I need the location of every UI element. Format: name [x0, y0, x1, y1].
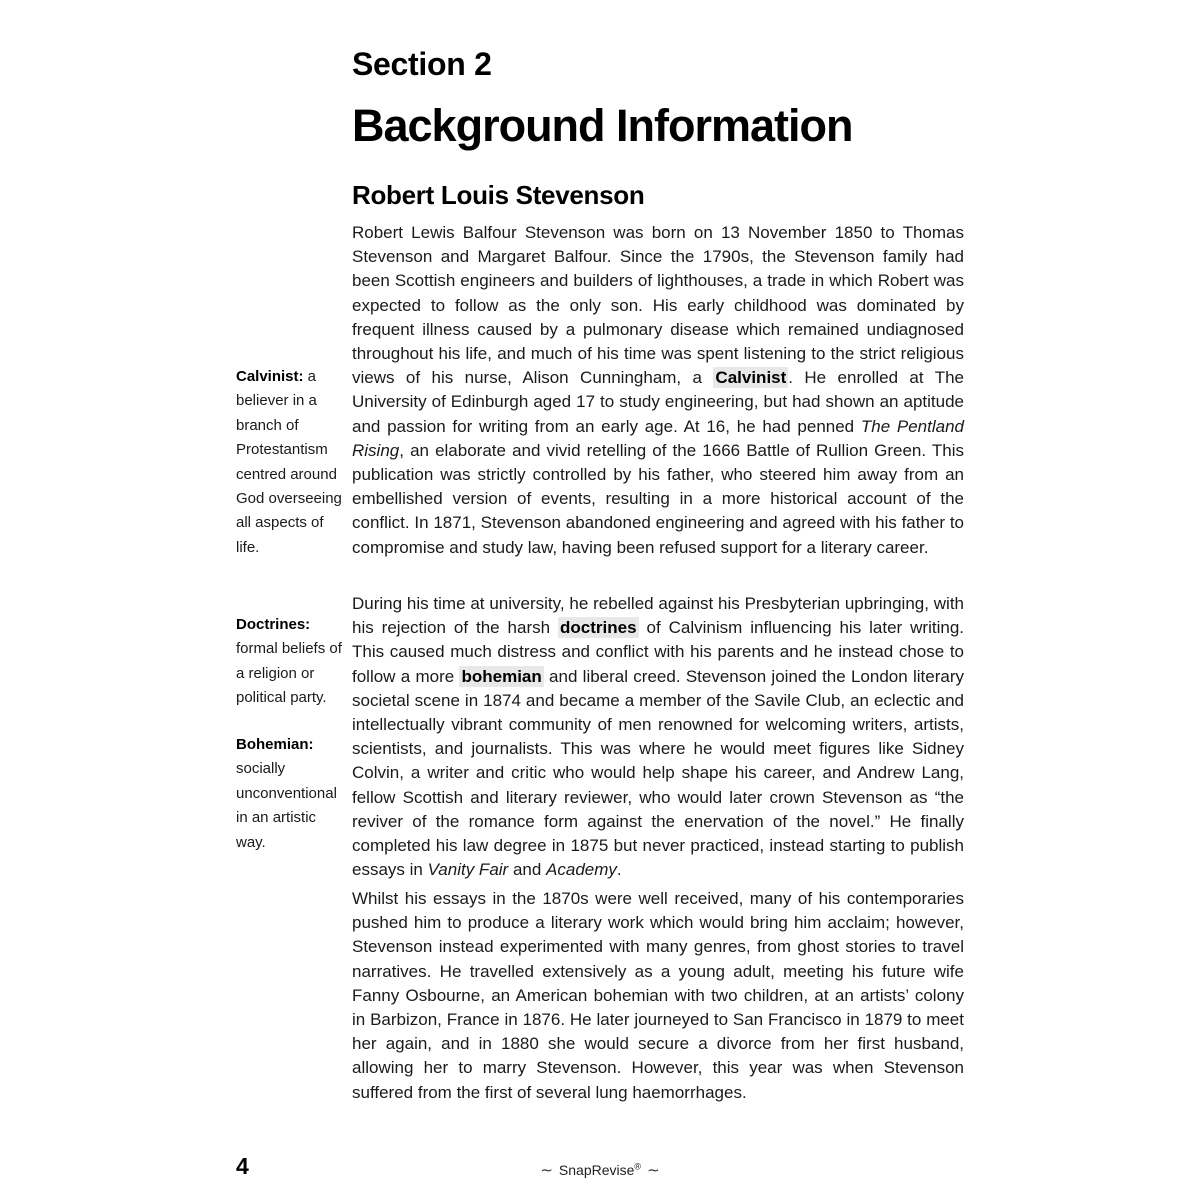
paragraph — [352, 592, 964, 882]
body-text-run: . He enrolled at The University of Edinburgh aged 17 to study engineering, but had shown an aptitude and passion for writing from an early age. At 16, he had penned — [352, 368, 964, 436]
tilde-ornament-right: ∼ — [647, 1161, 660, 1179]
body-text-run: , an elaborate and vivid retelling of the 1666 Battle of Rullion Green. This publication was strictly controlled by his father, who steered him away from an embellished version of events, resulting in a more historical account of the conflict. In 1871, Stevenson abandoned engineering and agreed with his father to compromise and study law, having been refused support for a literary career. — [352, 440, 964, 557]
margin-note — [236, 733, 348, 855]
margin-note-term: Calvinist: — [236, 368, 304, 385]
page-title: Background Information — [352, 100, 853, 151]
margin-note-term: Bohemian: — [236, 736, 314, 753]
paragraph — [352, 887, 964, 1105]
body-text-run: Robert Lewis Balfour Stevenson was born on 13 November 1850 to Thomas Stevenson and Margaret Balfour. Since the 1790s, the Stevenson family had been Scottish engineers and builders of lighthouses, a trade in which Robert was expected to follow as the only son. His early childhood was dominated by frequent illness caused by a pulmonary disease which remained undiagnosed throughout his life, and much of his time was spent listening to the strict religious views of his nurse, Alison Cunningham, a — [352, 223, 964, 388]
page-subtitle: Robert Louis Stevenson — [352, 180, 645, 210]
footer-brand — [0, 1161, 1200, 1179]
glossary-term-highlight: doctrines — [560, 618, 637, 638]
body-text-run: and — [508, 860, 547, 880]
glossary-term-highlight: bohemian — [461, 666, 542, 686]
brand-name: SnapRevise — [558, 1162, 635, 1178]
page-number: 4 — [236, 1153, 249, 1179]
margin-note-definition: formal beliefs of a religion or political party. — [236, 640, 342, 707]
margin-note-definition: socially unconventional in an artistic way. — [236, 760, 337, 851]
body-text-run: of Calvinism influencing his later writing. This caused much distress and conflict with his parents and he instead chose to follow a more — [352, 618, 964, 686]
tilde-ornament-left: ∼ — [540, 1161, 553, 1179]
margin-note — [236, 365, 348, 560]
glossary-term-highlight: Calvinist — [715, 368, 787, 388]
registered-trademark-icon: ® — [634, 1161, 642, 1172]
italic-title: The Pentland Rising — [352, 416, 964, 460]
body-text-run: Whilst his essays in the 1870s were well received, many of his contemporaries pushed him to produce a literary work which would bring him acclaim; however, Stevenson instead experimented with many genres, from ghost stories to travel narratives. He travelled extensively as a young adult, meeting his future wife Fanny Osbourne, an American bohemian with two children, at an artists’ colony in Barbizon, France in 1876. He later journeyed to San Francisco in 1879 to meet her again, and in 1880 she would secure a divorce from her first husband, allowing her to marry Stevenson. However, this year was when Stevenson suffered from the first of several lung haemorrhages. — [352, 889, 964, 1102]
body-text-run: and liberal creed. Stevenson joined the London literary societal scene in 1874 and became a member of the Savile Club, an eclectic and intellectually vibrant community of men renowned for welcoming writers, artists, scientists, and journalists. This was where he would meet figures like Sidney Colvin, a writer and critic who would help shape his career, and Andrew Lang, fellow Scottish and literary reviewer, who would later crown Stevenson as “the reviver of the romance form against the enervation of the novel.” He finally completed his law degree in 1875 but never practiced, instead starting to publish essays in — [352, 666, 964, 880]
body-text-run: . — [616, 860, 622, 880]
italic-title: Academy — [546, 860, 617, 880]
body-text-run: During his time at university, he rebelled against his Presbyterian upbringing, with his rejection of the harsh — [352, 594, 964, 638]
margin-note-term: Doctrines: — [236, 616, 311, 633]
section-label: Section 2 — [352, 46, 492, 82]
margin-note — [236, 613, 348, 711]
italic-title: Vanity Fair — [427, 860, 509, 880]
margin-note-definition: a believer in a branch of Protestantism centred around God overseeing all aspects of life. — [236, 368, 342, 556]
paragraph — [352, 221, 964, 560]
